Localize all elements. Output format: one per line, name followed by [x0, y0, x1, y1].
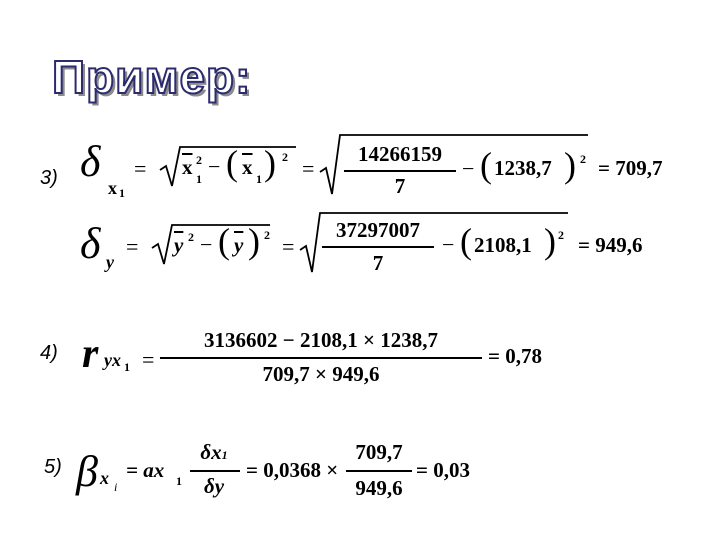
equals-sign: =: [126, 234, 139, 259]
fraction-line: [190, 470, 240, 472]
minus-sign: −: [200, 232, 213, 257]
eq3a-sq3: 2: [580, 152, 586, 166]
eq3a-sub1b: 1: [256, 172, 262, 186]
eq5-frac-den: 949,6: [355, 476, 403, 500]
minus-sign: −: [462, 156, 475, 181]
eq5-rhs-index: 1: [176, 474, 182, 488]
rparen: ): [264, 143, 276, 183]
eq5-coef: = 0,0368 ×: [246, 458, 339, 482]
eq5-d-num: [190, 440, 238, 465]
eq3b-ybar: $\overline{y}$: [234, 233, 244, 257]
equals-sign: =: [282, 234, 295, 259]
rparen: ): [564, 145, 576, 185]
eq5-d-num-text: δx: [200, 440, 222, 464]
equals-sign: =: [134, 156, 147, 181]
eq3a-sq2: 2: [282, 150, 288, 164]
lparen: (: [226, 143, 238, 183]
eq3a-frac-den: 7: [394, 174, 406, 198]
eq3a-paren-value: 1238,7: [494, 156, 552, 180]
eq3b-sq: 2: [188, 230, 194, 244]
fraction-line: [346, 470, 412, 472]
step-label-3: 3): [40, 167, 58, 189]
delta-symbol: δ: [80, 219, 101, 268]
minus-sign: −: [208, 154, 221, 179]
eq4-symbol: r: [82, 331, 99, 377]
beta-symbol: β: [76, 447, 98, 496]
fraction-line: [344, 170, 456, 172]
eq3b-frac-den: 7: [372, 251, 384, 275]
eq3b-sq3: 2: [558, 228, 564, 242]
eq5-sub-var: x: [100, 468, 109, 488]
eq5-result: = 0,03: [416, 458, 470, 482]
eq3a-sub1: 1: [196, 172, 202, 186]
eq4-numerator: 3136602 − 2108,1 × 1238,7: [204, 328, 438, 352]
eq5-d-den: δy: [203, 474, 225, 498]
lparen: (: [480, 145, 492, 185]
step-label-5: 5): [44, 456, 62, 478]
equals-sign: =: [142, 347, 155, 372]
fraction-line: [160, 357, 482, 359]
eq4-denominator: 709,7 × 949,6: [262, 362, 380, 386]
rparen: ): [544, 221, 556, 261]
eq3a-xbar: $\overline{x}$: [242, 155, 253, 179]
eq3a-xbar-inner: $\overline{x}$: [182, 155, 193, 179]
eq3a-var: x: [108, 178, 117, 198]
eq4-sub: yx: [104, 350, 121, 370]
fraction-line: [322, 246, 434, 248]
eq3b-frac-num: 37297007: [336, 218, 420, 242]
eq5-sub-index: i: [114, 480, 118, 494]
lparen: (: [218, 221, 230, 261]
eq5-rhs-a: = ax: [126, 458, 165, 482]
step-label-4: 4): [40, 342, 58, 364]
eq4-sub-index: 1: [124, 360, 130, 374]
eq3a-result: = 709,7: [598, 156, 663, 180]
rparen: ): [248, 221, 260, 261]
eq3a-sub: 1: [119, 186, 125, 200]
minus-sign: −: [442, 232, 455, 257]
eq3a-frac-num: 14266159: [358, 142, 442, 166]
equals-sign: =: [302, 156, 315, 181]
eq3b-sq2: 2: [264, 228, 270, 242]
eq5-frac-num: 709,7: [355, 440, 403, 464]
eq3b-ybar-inner: $\overline{y}$: [174, 233, 184, 257]
delta-symbol: δ: [80, 137, 101, 186]
eq5-d-num-index: 1: [221, 448, 228, 462]
eq3b-var: y: [106, 252, 114, 272]
lparen: (: [460, 221, 472, 261]
eq3b-paren-value: 2108,1: [474, 233, 532, 257]
eq4-result: = 0,78: [488, 344, 542, 368]
eq3b-result: = 949,6: [578, 233, 643, 257]
page-title: Пример:: [52, 51, 252, 103]
eq3a-sq: 2: [196, 153, 202, 167]
